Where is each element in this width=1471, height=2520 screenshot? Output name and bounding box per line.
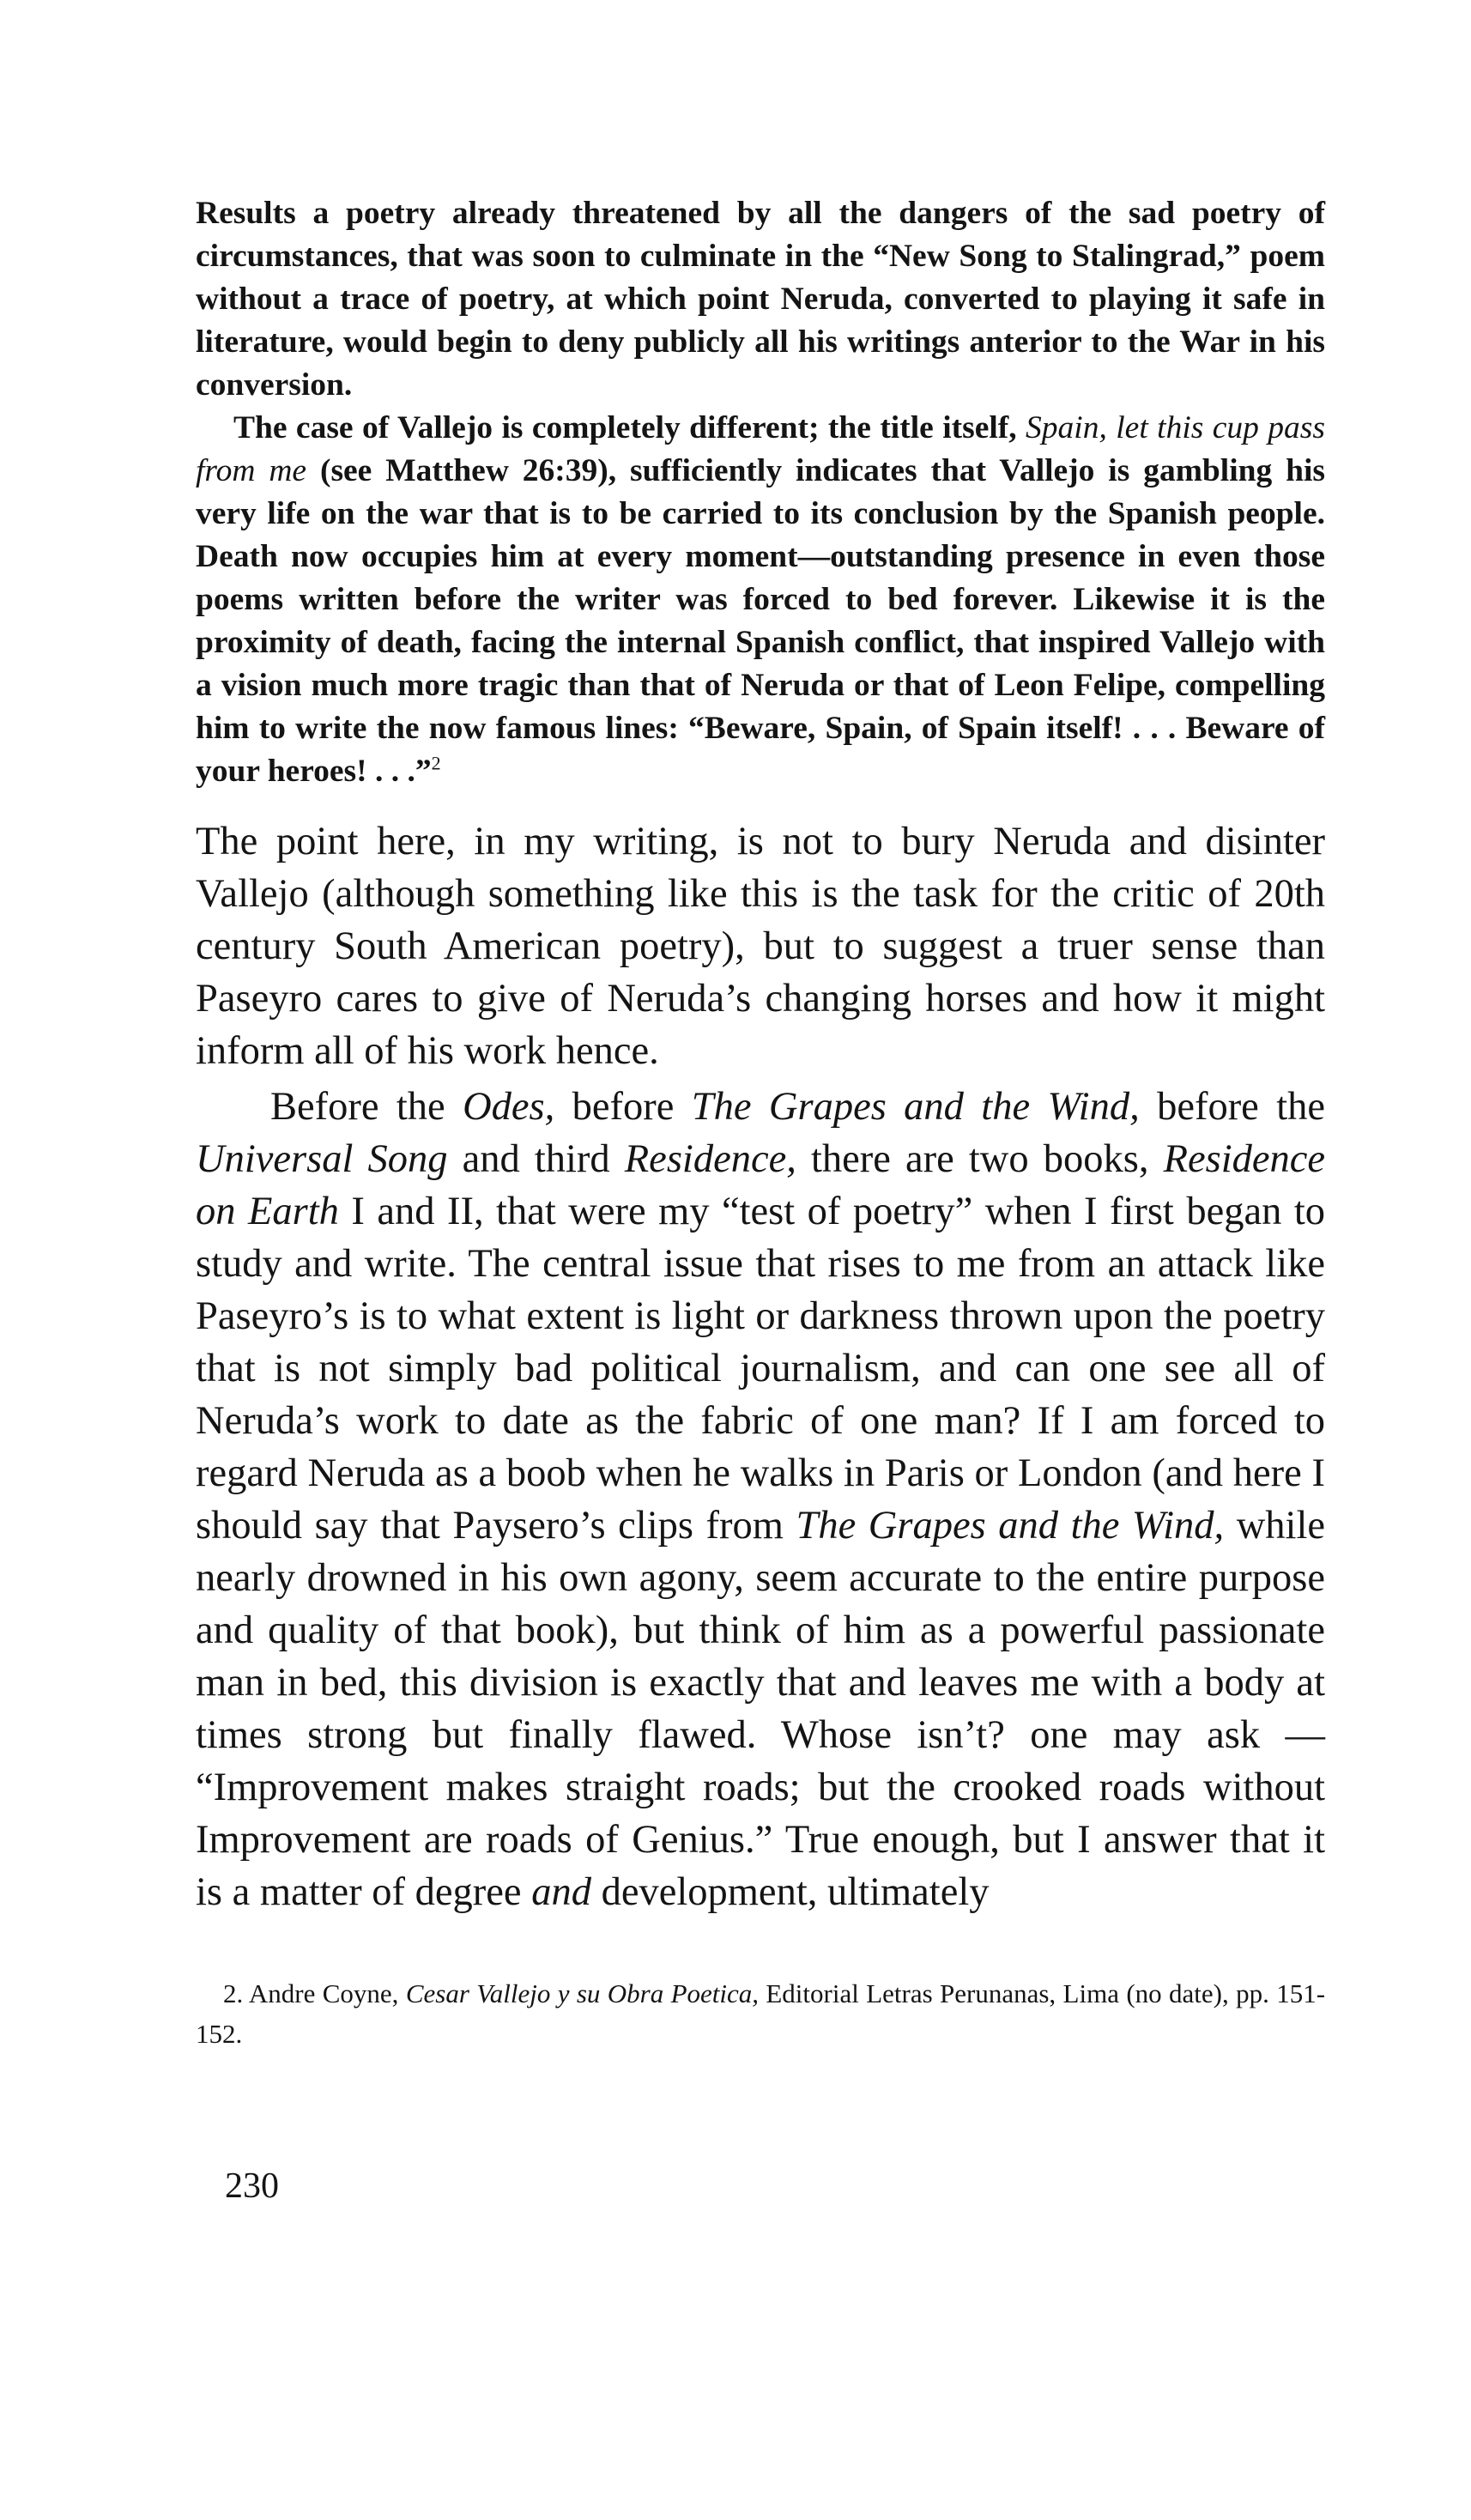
footnote-details: Editorial Letras Perunanas, Lima (no date), pp. 151-152. bbox=[196, 1978, 1326, 2049]
book-title: The Grapes and the Wind, bbox=[691, 1085, 1140, 1129]
footnote bbox=[196, 1973, 1325, 2054]
book-title: Universal Song bbox=[196, 1137, 448, 1181]
body-text-run: I and II, that were my “test of poetry” when I first began to study and write. The central issue that rises to me from an attack like Paseyro’s is to what extent is light or darkness thrown upon the poetry that is not simply bad political journalism, and can one see all of Neruda’s work to date as the fabric of one man? If I am forced to regard Neruda as a boob when he walks in Paris or London (and here I should say that Paysero’s clips from bbox=[196, 1190, 1325, 1548]
book-title: Residence on Earth bbox=[196, 1137, 1326, 1233]
quote-text: (see Matthew 26:39), sufficiently indicates that Vallejo is gambling his very life on the war that is to be carried to its conclusion by the Spanish people. Death now occupies him at every moment—outstanding presence in even those poems written before the writer was forced to bed forever. Likewise it is the proximity of death, facing the internal Spanish conflict, that inspired Vallejo with a vision much more tragic than that of Neruda or that of Leon Felipe, compelling him to write the now famous lines: “Beware, Spain, of Spain itself! . . . Beware of your heroes! . . .” bbox=[196, 453, 1325, 789]
footnote-author: Andre Coyne, bbox=[248, 1978, 399, 2008]
book-title: The Grapes and the Wind, bbox=[796, 1504, 1225, 1548]
quote-paragraph-1: Results a poetry already threatened by all the dangers of the sad poetry of circumstances, that was soon to culminate in the “New Song to Stalingrad,” poem without a trace of poetry, at which point Neruda, converted to playing it safe in literature, would begin to deny publicly all his writings anterior to the War in his conversion. bbox=[196, 196, 1325, 403]
book-title: Odes, bbox=[463, 1085, 555, 1129]
body-text-run: there are two books, bbox=[811, 1137, 1149, 1181]
body-text bbox=[196, 815, 1325, 1918]
body-paragraph-2 bbox=[196, 1081, 1325, 1918]
body-paragraph-1: The point here, in my writing, is not to bury Neruda and disinter Vallejo (although something like this is the task for the critic of 20th century South American poetry), but to suggest a truer sense than Paseyro cares to give of Neruda’s changing horses and how it might inform all of his work hence. bbox=[196, 820, 1325, 1073]
body-text-run: while nearly drowned in his own agony, seem accurate to the entire purpose and quality of that book), but think of him as a powerful passionate man in bed, this division is exactly that and leaves me with a body at times strong but finally flawed. Whose isn’t? one may ask — “Improvement makes straight roads; but the crooked roads without Improvement are roads of Genius.” True enough, but I answer that it is a matter of degree bbox=[196, 1504, 1326, 1914]
body-text-run: development, ultimately bbox=[601, 1870, 990, 1914]
footnote-reference: 2 bbox=[431, 752, 441, 774]
footnote-number: 2. bbox=[223, 1978, 244, 2008]
body-text-run: Before the bbox=[270, 1085, 445, 1129]
footnote-title: Cesar Vallejo y su Obra Poetica, bbox=[405, 1978, 759, 2008]
body-text-run: and third bbox=[462, 1137, 610, 1181]
body-text-run: before the bbox=[1157, 1085, 1326, 1129]
quoted-title: Spain, let this cup pass from me bbox=[196, 410, 1325, 488]
emphasis: and bbox=[531, 1870, 591, 1914]
body-text-run: before bbox=[572, 1085, 675, 1129]
block-quotation bbox=[196, 192, 1325, 793]
quote-text: The case of Vallejo is completely different; the title itself, bbox=[233, 410, 1017, 445]
page-number: 230 bbox=[225, 2166, 279, 2206]
quote-paragraph-2 bbox=[196, 407, 1325, 793]
book-title: Residence, bbox=[624, 1137, 796, 1181]
page-content bbox=[196, 192, 1325, 2054]
